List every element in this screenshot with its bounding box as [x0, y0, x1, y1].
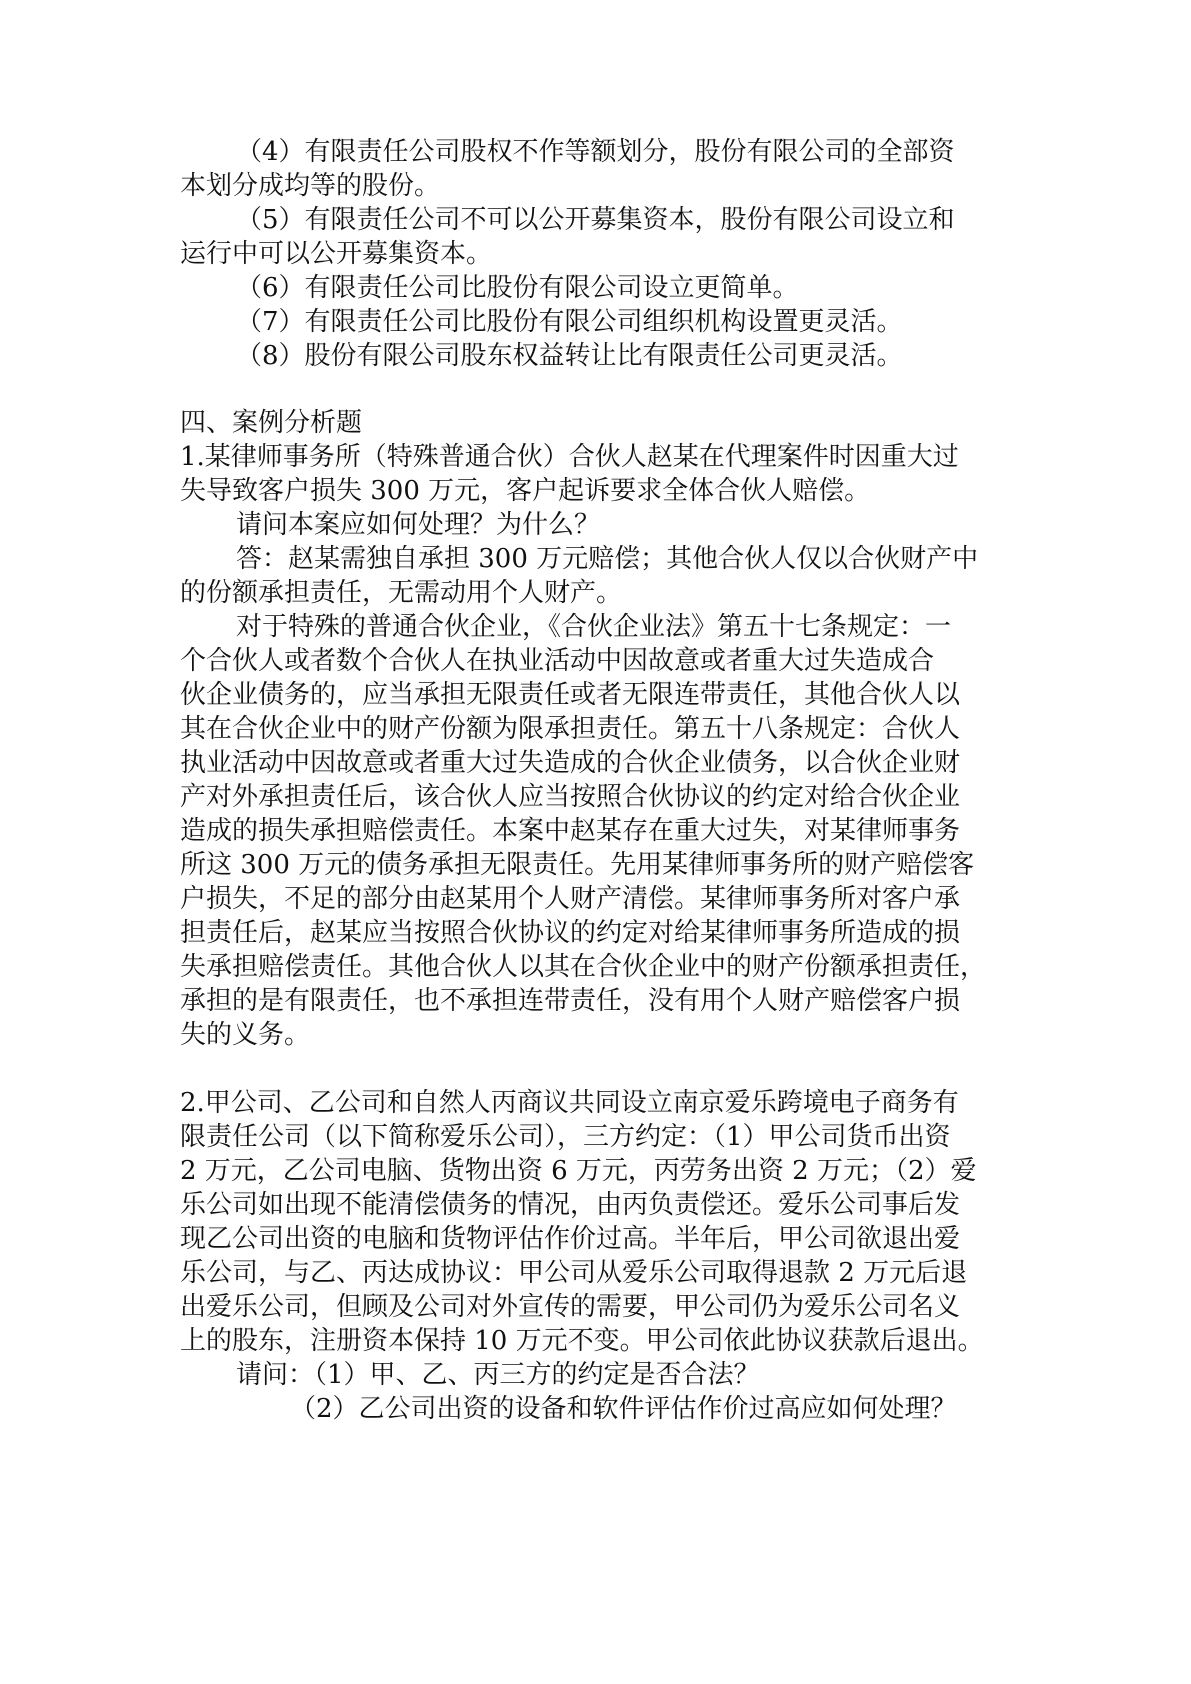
paragraph-line: 承担的是有限责任，也不承担连带责任，没有用个人财产赔偿客户损	[180, 986, 961, 1016]
paragraph-line: 2.甲公司、乙公司和自然人丙商议共同设立南京爱乐跨境电子商务有	[180, 1088, 959, 1118]
answer-line: 答：赵某需独自承担 300 万元赔偿；其他合伙人仅以合伙财产中	[236, 544, 979, 574]
section-heading: 四、案例分析题	[180, 408, 363, 438]
paragraph-line: （4）有限责任公司股权不作等额划分，股份有限公司的全部资	[236, 137, 955, 167]
paragraph-line: 失的义务。	[180, 1020, 311, 1050]
paragraph-line: 乐公司，与乙、丙达成协议：甲公司从爱乐公司取得退款 2 万元后退	[180, 1258, 968, 1288]
paragraph-line: 执业活动中因故意或者重大过失造成的合伙企业债务，以合伙企业财	[180, 748, 961, 778]
paragraph-line: 失导致客户损失 300 万元，客户起诉要求全体合伙人赔偿。	[180, 476, 871, 506]
paragraph-line: 乐公司如出现不能清偿债务的情况，由丙负责偿还。爱乐公司事后发	[180, 1190, 961, 1220]
paragraph-line: 其在合伙企业中的财产份额为限承担责任。第五十八条规定：合伙人	[180, 714, 961, 744]
question-line: 请问本案应如何处理？为什么？	[236, 510, 601, 540]
paragraph-line: 户损失，不足的部分由赵某用个人财产清偿。某律师事务所对客户承	[180, 884, 961, 914]
paragraph-line: 产对外承担责任后，该合伙人应当按照合伙协议的约定对给合伙企业	[180, 782, 961, 812]
paragraph-line: （5）有限责任公司不可以公开募集资本，股份有限公司设立和	[236, 205, 955, 235]
paragraph-line: 本划分成均等的股份。	[180, 171, 441, 201]
paragraph-line: 个合伙人或者数个合伙人在执业活动中因故意或者重大过失造成合	[180, 646, 935, 676]
paragraph-line: 运行中可以公开募集资本。	[180, 239, 493, 269]
paragraph-line: 2 万元，乙公司电脑、货物出资 6 万元，丙劳务出资 2 万元；（2）爱	[180, 1156, 977, 1186]
paragraph-line: 限责任公司（以下简称爱乐公司），三方约定：（1）甲公司货币出资	[180, 1122, 951, 1152]
paragraph-line: 所这 300 万元的债务承担无限责任。先用某律师事务所的财产赔偿客	[180, 850, 975, 880]
paragraph-line: 担责任后，赵某应当按照合伙协议的约定对给某律师事务所造成的损	[180, 918, 961, 948]
paragraph-line: 对于特殊的普通合伙企业，《合伙企业法》第五十七条规定：一	[236, 612, 952, 642]
paragraph-line: 1.某律师事务所（特殊普通合伙）合伙人赵某在代理案件时因重大过	[180, 442, 959, 472]
paragraph-line: （6）有限责任公司比股份有限公司设立更简单。	[236, 273, 799, 303]
paragraph-line: 伙企业债务的，应当承担无限责任或者无限连带责任，其他合伙人以	[180, 680, 961, 710]
paragraph-line: 现乙公司出资的电脑和货物评估作价过高。半年后，甲公司欲退出爱	[180, 1224, 961, 1254]
paragraph-line: 造成的损失承担赔偿责任。本案中赵某存在重大过失，对某律师事务	[180, 816, 961, 846]
paragraph-line: （8）股份有限公司股东权益转让比有限责任公司更灵活。	[236, 341, 903, 371]
paragraph-line: （7）有限责任公司比股份有限公司组织机构设置更灵活。	[236, 307, 903, 337]
paragraph-line: 出爱乐公司，但顾及公司对外宣传的需要，甲公司仍为爱乐公司名义	[180, 1292, 961, 1322]
paragraph-line: 上的股东，注册资本保持 10 万元不变。甲公司依此协议获款后退出。	[180, 1326, 984, 1356]
paragraph-line: 的份额承担责任，无需动用个人财产。	[180, 578, 623, 608]
question-line: （2）乙公司出资的设备和软件评估作价过高应如何处理？	[290, 1394, 957, 1424]
question-line: 请问：（1）甲、乙、丙三方的约定是否合法？	[236, 1360, 760, 1390]
paragraph-line: 失承担赔偿责任。其他合伙人以其在合伙企业中的财产份额承担责任，	[180, 952, 987, 982]
